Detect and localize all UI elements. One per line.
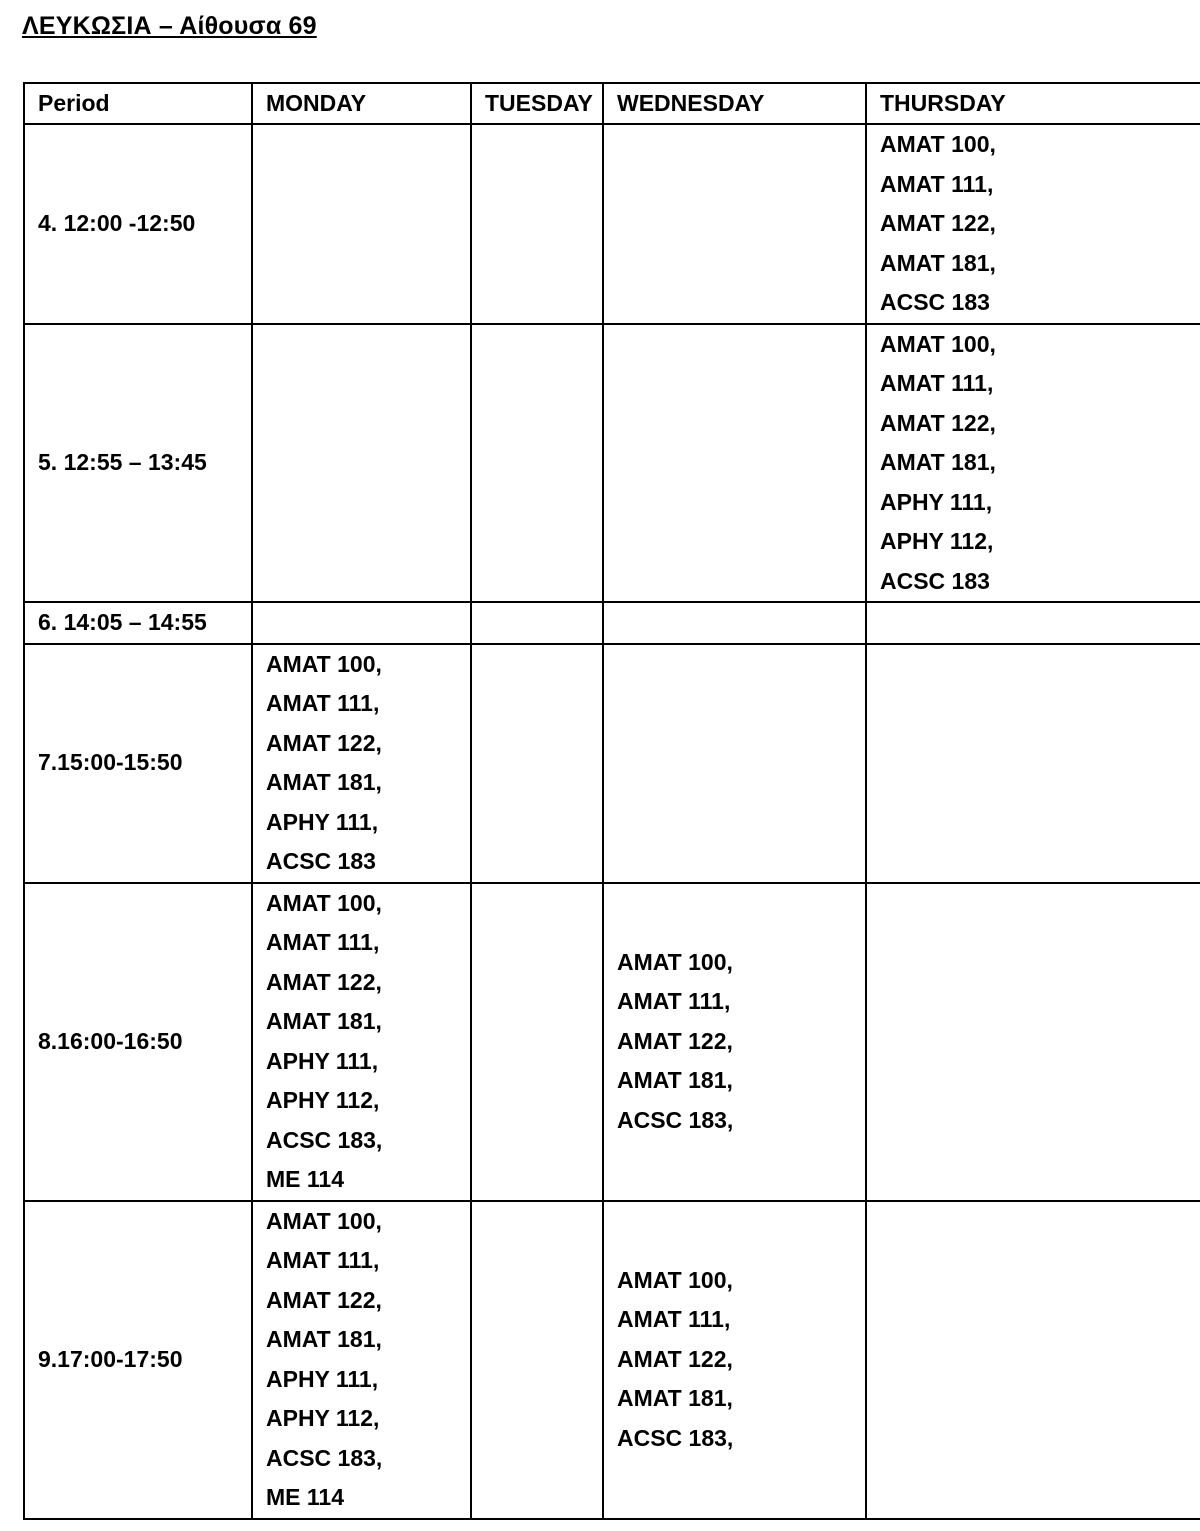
period-cell: 5. 12:55 – 13:45 [24, 324, 252, 603]
table-row [24, 324, 1200, 603]
course-code: ACSC 183, [617, 1424, 734, 1451]
course-code: AMAT 111, [617, 1306, 731, 1333]
thursday-cell [866, 602, 1200, 644]
course-code: AMAT 122, [266, 1286, 382, 1313]
period-cell: 9.17:00-17:50 [24, 1201, 252, 1519]
course-code: AMAT 181, [880, 249, 996, 276]
course-code: APHY 111, [266, 1365, 379, 1392]
wednesday-cell [603, 1201, 866, 1519]
column-header-tuesday: TUESDAY [471, 83, 603, 124]
thursday-cell [866, 124, 1200, 324]
period-cell: 8.16:00-16:50 [24, 883, 252, 1201]
course-list [617, 943, 865, 1141]
period-cell: 7.15:00-15:50 [24, 644, 252, 883]
course-code: ACSC 183, [266, 1126, 383, 1153]
course-list [266, 884, 470, 1200]
monday-cell [252, 1201, 471, 1519]
monday-cell [252, 883, 471, 1201]
course-code: AMAT 100, [266, 889, 382, 916]
course-code: ACSC 183 [266, 848, 376, 874]
course-code: AMAT 181, [617, 1067, 733, 1094]
thursday-cell [866, 324, 1200, 603]
course-list [266, 1202, 470, 1518]
thursday-cell [866, 644, 1200, 883]
tuesday-cell [471, 1201, 603, 1519]
tuesday-cell [471, 883, 603, 1201]
tuesday-cell [471, 644, 603, 883]
wednesday-cell [603, 644, 866, 883]
course-code: ME 114 [266, 1484, 344, 1510]
header-row [24, 83, 1200, 124]
course-code: AMAT 100, [266, 1207, 382, 1234]
course-code: ACSC 183 [880, 289, 990, 315]
table-row [24, 644, 1200, 883]
course-code: AMAT 100, [617, 1266, 733, 1293]
course-code: APHY 111, [880, 488, 993, 515]
tuesday-cell [471, 324, 603, 603]
thursday-cell [866, 1201, 1200, 1519]
course-code: APHY 112, [880, 528, 994, 554]
table-row [24, 124, 1200, 324]
monday-cell [252, 644, 471, 883]
tuesday-cell [471, 124, 603, 324]
course-code: AMAT 100, [617, 948, 733, 975]
course-code: AMAT 111, [266, 1247, 380, 1273]
course-code: AMAT 111, [880, 170, 994, 197]
course-code: AMAT 122, [617, 1345, 733, 1372]
course-code: ACSC 183, [617, 1106, 734, 1133]
table-row [24, 1201, 1200, 1519]
wednesday-cell [603, 124, 866, 324]
tuesday-cell [471, 602, 603, 644]
thursday-cell [866, 883, 1200, 1201]
course-code: AMAT 100, [880, 330, 996, 357]
course-code: AMAT 181, [266, 1326, 382, 1352]
table-row [24, 602, 1200, 644]
course-code: ME 114 [266, 1166, 344, 1192]
timetable-header [24, 83, 1200, 124]
course-code: AMAT 111, [617, 988, 731, 1015]
course-code: APHY 111, [266, 1047, 379, 1074]
course-code: AMAT 100, [266, 650, 382, 677]
course-code: APHY 111, [266, 808, 379, 835]
course-code: AMAT 122, [880, 409, 996, 436]
course-code: AMAT 111, [880, 370, 994, 396]
course-code: APHY 112, [266, 1405, 380, 1431]
period-cell: 6. 14:05 – 14:55 [24, 602, 252, 644]
timetable-body [24, 124, 1200, 1519]
course-code: AMAT 122, [617, 1027, 733, 1054]
course-code: AMAT 122, [880, 210, 996, 236]
monday-cell [252, 602, 471, 644]
monday-cell [252, 124, 471, 324]
monday-cell [252, 324, 471, 603]
course-code: AMAT 181, [266, 769, 382, 795]
course-list [880, 325, 1200, 602]
column-header-period: Period [24, 83, 252, 124]
course-code: AMAT 181, [617, 1385, 733, 1412]
column-header-thursday: THURSDAY [866, 83, 1200, 124]
course-list [617, 1261, 865, 1459]
course-code: AMAT 111, [266, 929, 380, 955]
course-code: AMAT 181, [880, 449, 996, 475]
table-row [24, 883, 1200, 1201]
wednesday-cell [603, 324, 866, 603]
course-code: ACSC 183 [880, 567, 990, 594]
course-code: ACSC 183, [266, 1444, 383, 1471]
course-list [266, 645, 470, 882]
course-code: APHY 112, [266, 1087, 380, 1113]
page-title: ΛΕΥΚΩΣΙΑ – Αίθουσα 69 [22, 12, 317, 40]
course-code: AMAT 122, [266, 729, 382, 756]
course-list [880, 125, 1200, 323]
column-header-wednesday: WEDNESDAY [603, 83, 866, 124]
column-header-monday: MONDAY [252, 83, 471, 124]
timetable [23, 82, 1200, 1520]
wednesday-cell [603, 883, 866, 1201]
course-code: AMAT 111, [266, 690, 380, 716]
course-code: AMAT 100, [880, 131, 996, 157]
period-cell: 4. 12:00 -12:50 [24, 124, 252, 324]
course-code: AMAT 181, [266, 1008, 382, 1034]
wednesday-cell [603, 602, 866, 644]
course-code: AMAT 122, [266, 968, 382, 995]
